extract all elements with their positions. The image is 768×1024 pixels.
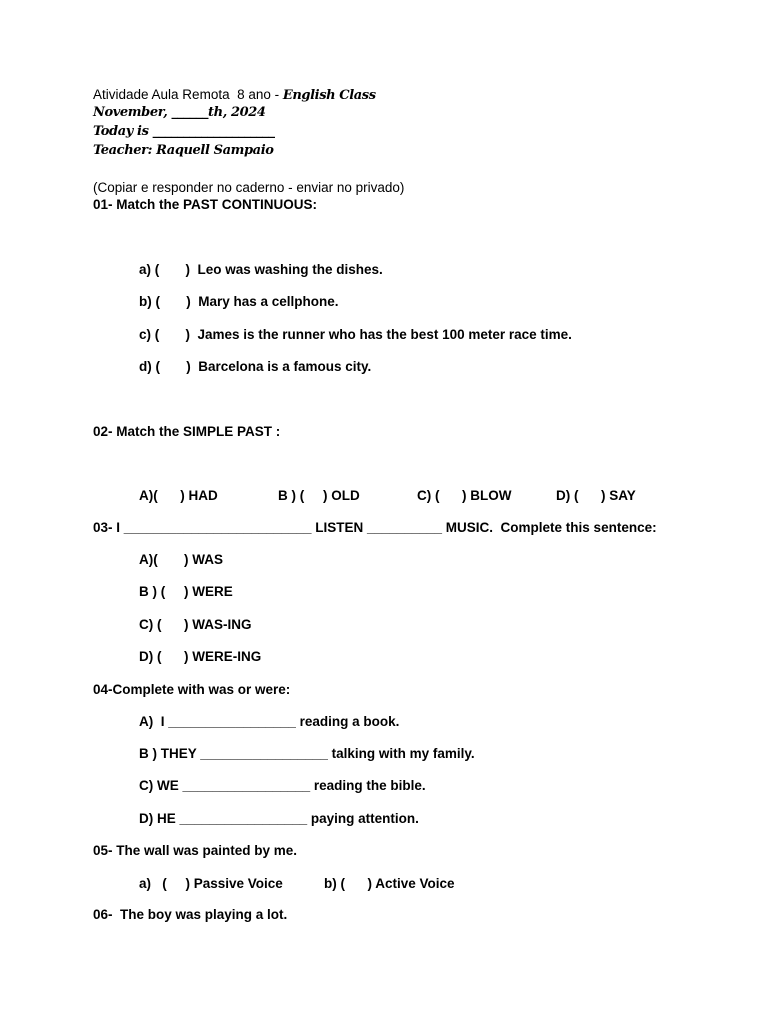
q4-option-d: D) HE _________________ paying attention. [139,811,419,826]
header-title-line [93,87,376,104]
q1-title: 01- Match the PAST CONTINUOUS: [93,197,318,212]
q1-option-c: c) ( ) James is the runner who has the best 100 meter race time. [139,327,572,342]
q3-option-b: B ) ( ) WERE [139,584,233,599]
q4-option-c: C) WE _________________ reading the bible. [139,778,426,793]
header-english-class: English Class [282,88,376,103]
q3-option-d: D) ( ) WERE-ING [139,649,262,664]
header-activity-text: Atividade Aula Remota 8 ano - [93,87,283,102]
q2-title: 02- Match the SIMPLE PAST : [93,424,281,439]
q5-option-b: b) ( ) Active Voice [324,876,455,891]
q4-option-a: A) I _________________ reading a book. [139,714,400,729]
q5-title: 05- The wall was painted by me. [93,843,298,858]
q6-title: 06- The boy was playing a lot. [93,907,288,922]
header-date: November, ______th, 2024 [93,105,266,120]
q1-option-b: b) ( ) Mary has a cellphone. [139,294,339,309]
q5-option-a: a) ( ) Passive Voice [139,876,283,891]
q3-option-a: A)( ) WAS [139,552,223,567]
q4-option-b: B ) THEY _________________ talking with my family. [139,746,475,761]
q3-option-c: C) ( ) WAS-ING [139,617,252,632]
q1-option-a: a) ( ) Leo was washing the dishes. [139,262,383,277]
q2-option-c: C) ( ) BLOW [417,488,512,503]
q1-option-d: d) ( ) Barcelona is a famous city. [139,359,372,374]
q2-option-b: B ) ( ) OLD [278,488,360,503]
header-teacher: Teacher: Raquell Sampaio [93,143,274,158]
q2-option-d: D) ( ) SAY [556,488,636,503]
q2-options-row [139,488,659,504]
q5-options-row [139,876,499,892]
q2-option-a: A)( ) HAD [139,488,218,503]
q3-title: 03- I _________________________ LISTEN __________ MUSIC. Complete this sentence: [93,520,657,535]
header-today: Today is ____________________ [93,124,275,139]
q4-title: 04-Complete with was or were: [93,682,291,697]
instructions: (Copiar e responder no caderno - enviar no privado) [93,180,405,195]
